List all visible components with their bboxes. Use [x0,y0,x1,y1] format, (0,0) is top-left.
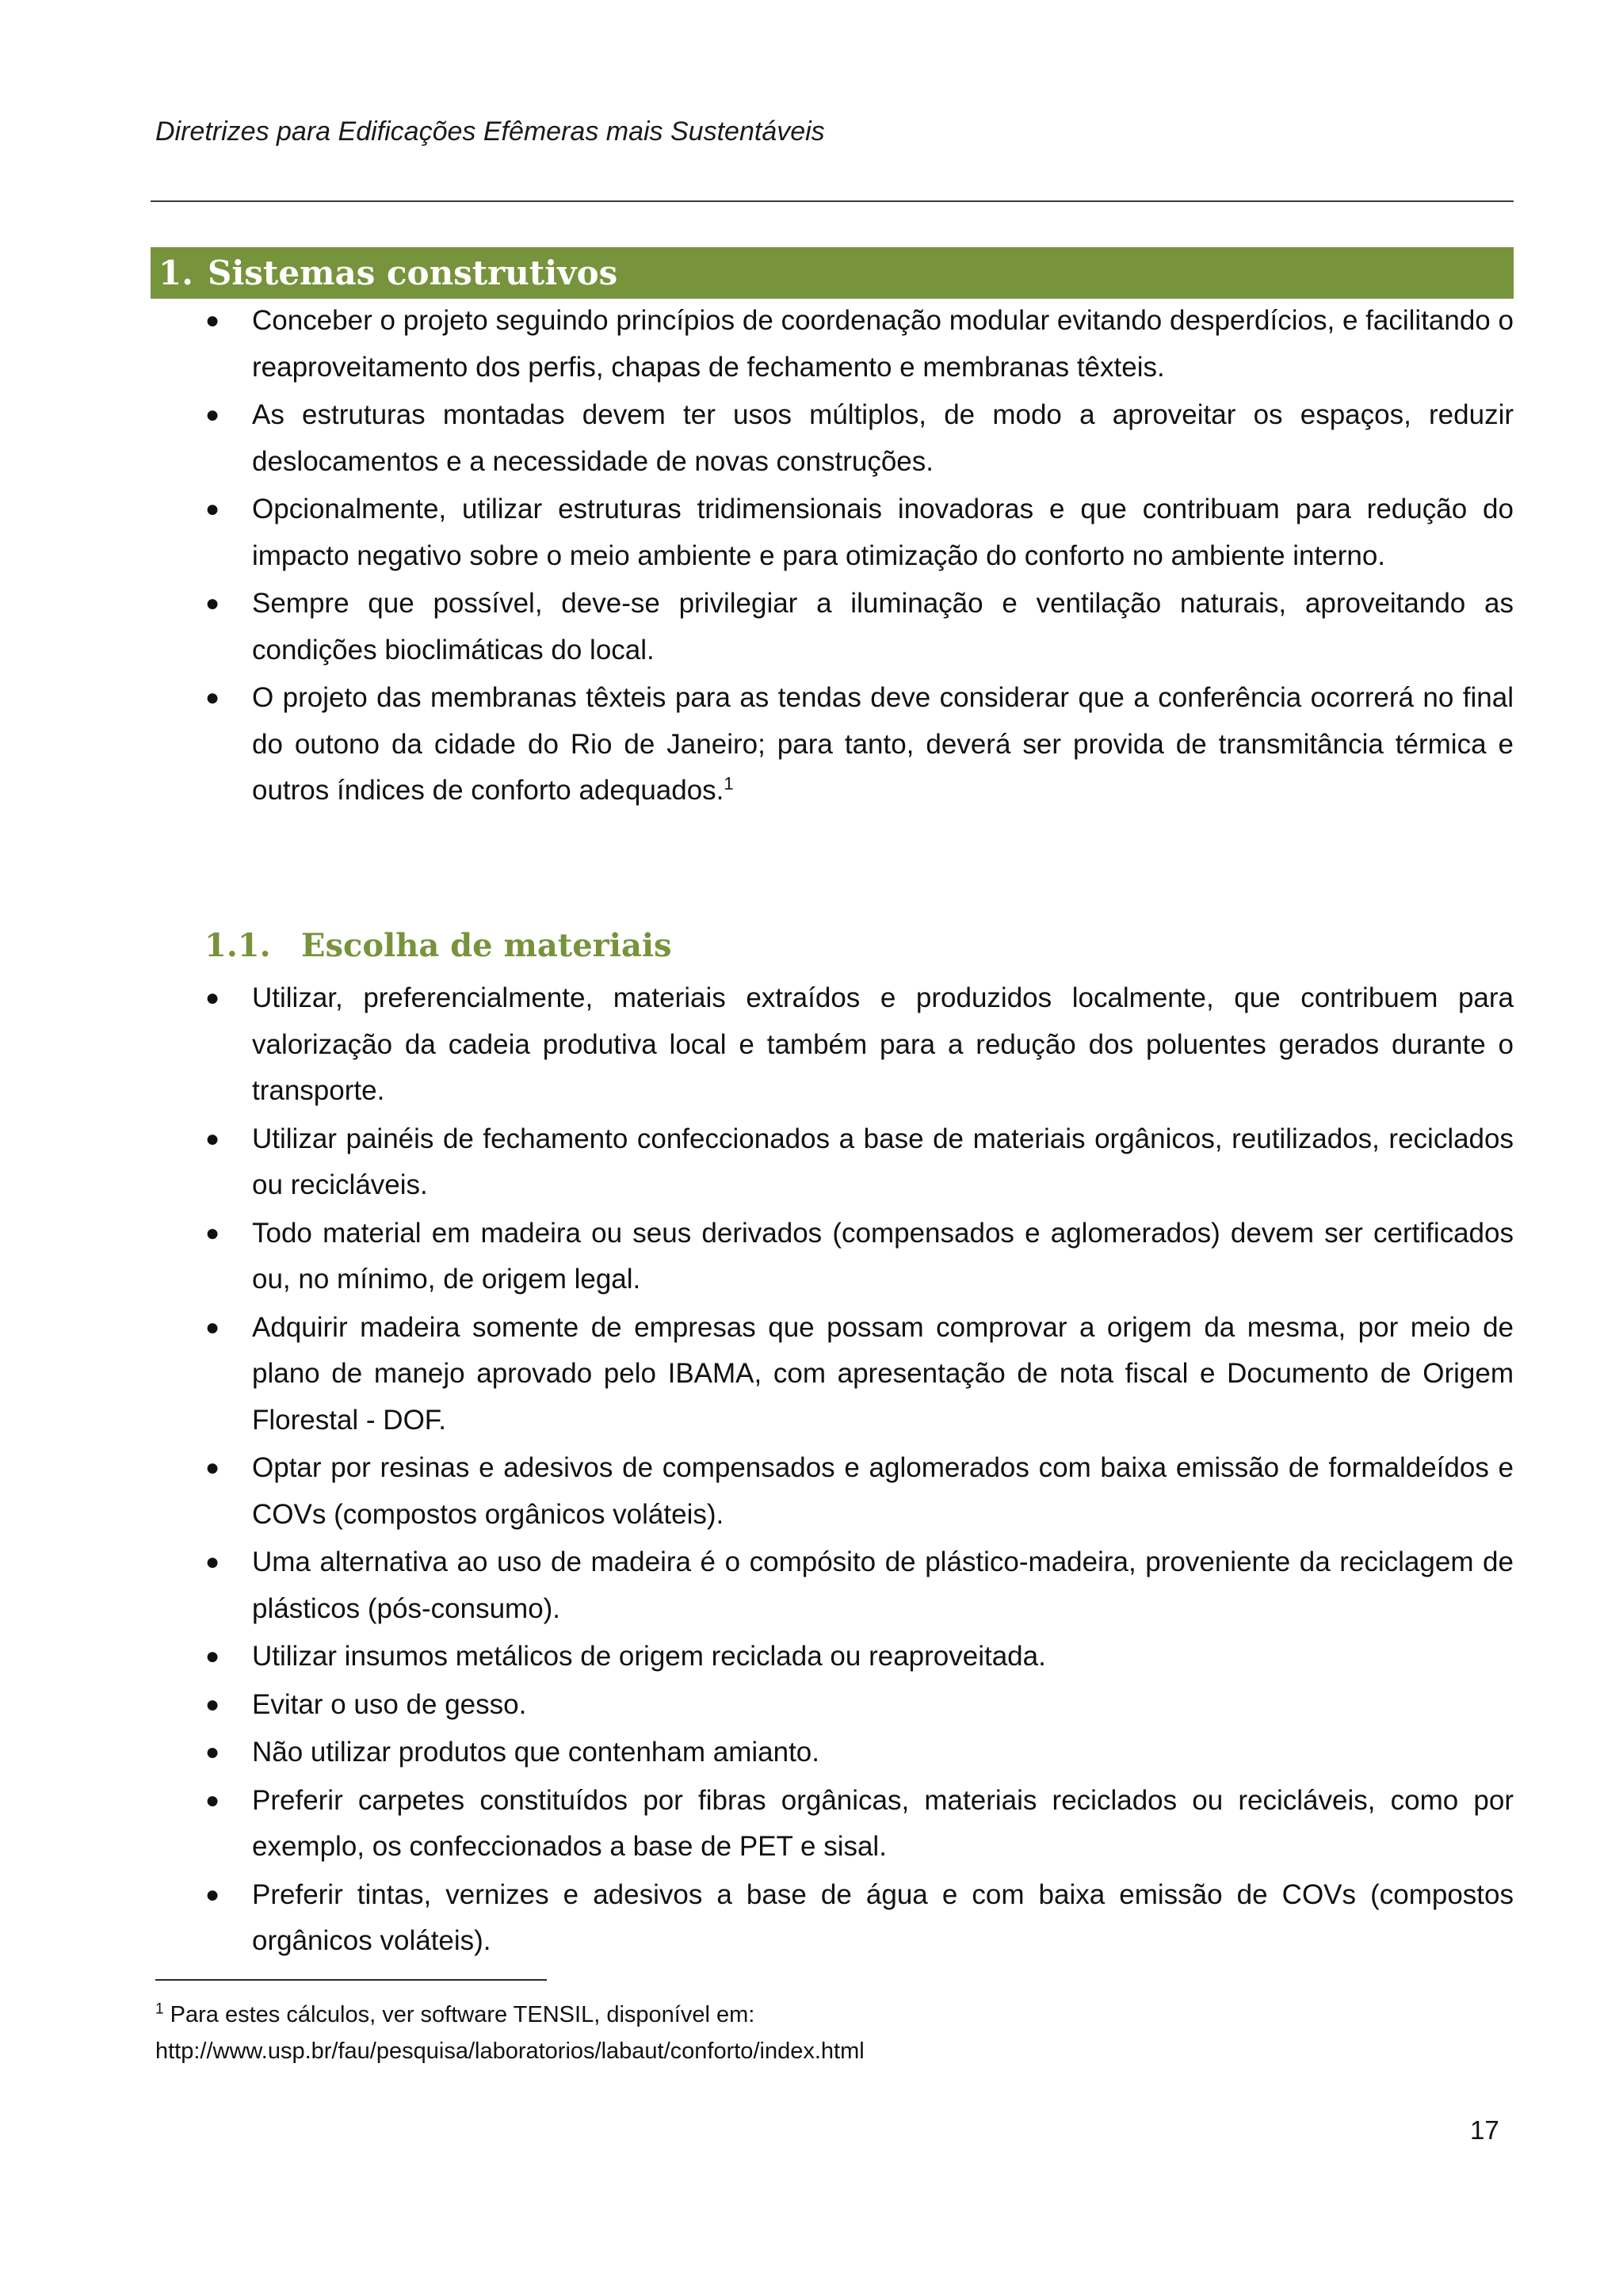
bullet-icon: ● [205,402,220,428]
list-item [151,1116,1514,1209]
list-item-text: Conceber o projeto seguindo princípios de coordenação modular evitando desperdícios, e facilitando o reaproveitamento dos perfis, chapas de fechamento e membranas têxteis. [252,305,1514,383]
section-bullet-list [151,298,1514,816]
running-header: Diretrizes para Edificações Efêmeras mais Sustentáveis [155,116,825,147]
footnote [155,1997,1503,2069]
list-item-text: Não utilizar produtos que contenham amianto. [252,1737,819,1768]
list-item [151,392,1514,485]
list-item [151,1539,1514,1632]
subsection-title: Escolha de materiais [301,927,672,964]
bullet-icon: ● [205,1643,220,1669]
list-item-text: Optar por resinas e adesivos de compensados e aglomerados com baixa emissão de formaldeídos e COVs (compostos orgânicos voláteis). [252,1452,1514,1530]
footnote-divider [155,1979,547,1981]
footnote-line [155,1997,1503,2033]
section-number: 1. [158,254,193,292]
list-item [151,298,1514,391]
bullet-icon: ● [205,1881,220,1908]
bullet-icon: ● [205,1739,220,1765]
bullet-icon: ● [205,590,220,616]
bullet-icon: ● [205,1787,220,1814]
bullet-icon: ● [205,1691,220,1718]
list-item [151,1211,1514,1303]
bullet-icon: ● [205,1455,220,1481]
footnote-text: Para estes cálculos, ver software TENSIL, disponível em: [170,2002,755,2027]
list-item-text: Evitar o uso de gesso. [252,1688,527,1720]
list-item-text: Adquirir madeira somente de empresas que possam comprovar a origem da mesma, por meio de plano de manejo aprovado pelo IBAMA, com apresentação de nota fiscal e Documento de Origem Florestal - DOF. [252,1311,1514,1436]
section-title: Sistemas construtivos [208,254,618,292]
bullet-icon: ● [205,985,220,1011]
list-item-text: Uma alternativa ao uso de madeira é o compósito de plástico-madeira, proveniente da reciclagem de plásticos (pós-consumo). [252,1547,1514,1624]
bullet-icon: ● [205,1219,220,1246]
list-item [151,1305,1514,1444]
list-item [151,581,1514,673]
list-item [151,1872,1514,1965]
list-item-text: Utilizar painéis de fechamento confeccionados a base de materiais orgânicos, reutilizados, reciclados ou recicláveis. [252,1123,1514,1200]
footnote-reference[interactable]: 1 [724,773,734,794]
list-item-text: Utilizar, preferencialmente, materiais extraídos e produzidos localmente, que contribuem para valorização da cadeia produtiva local e também para a redução dos poluentes gerados durante o transporte. [252,982,1514,1106]
list-item-text: Todo material em madeira ou seus derivados (compensados e aglomerados) devem ser certificados ou, no mínimo, de origem legal. [252,1217,1514,1295]
list-item [151,1634,1514,1680]
list-item [151,1682,1514,1729]
list-item-text: Preferir tintas, vernizes e adesivos a base de água e com baixa emissão de COVs (compostos orgânicos voláteis). [252,1878,1514,1956]
list-item-text: Sempre que possível, deve-se privilegiar a iluminação e ventilação naturais, aproveitando as condições bioclimáticas do local. [252,588,1514,666]
subsection-bullet-list [151,975,1514,1966]
list-item [151,486,1514,579]
list-item [151,675,1514,814]
bullet-icon: ● [205,1549,220,1575]
bullet-icon: ● [205,307,220,334]
subsection-heading [204,927,672,964]
section-heading [151,247,1514,299]
list-item [151,975,1514,1115]
page-number: 17 [1470,2115,1499,2145]
list-item [151,1445,1514,1538]
bullet-icon: ● [205,496,220,522]
bullet-icon: ● [205,1314,220,1341]
list-item-text: Opcionalmente, utilizar estruturas tridimensionais inovadoras e que contribuam para redução do impacto negativo sobre o meio ambiente e para otimização do conforto no ambiente interno. [252,494,1514,571]
list-item [151,1730,1514,1776]
footnote-marker: 1 [155,2000,164,2018]
subsection-number: 1.1. [204,927,271,964]
list-item [151,1778,1514,1871]
header-divider [151,200,1514,202]
footnote-url[interactable]: http://www.usp.br/fau/pesquisa/laboratorios/labaut/conforto/index.html [155,2039,865,2064]
bullet-icon: ● [205,685,220,711]
list-item-text: Preferir carpetes constituídos por fibras orgânicas, materiais reciclados ou recicláveis, como por exemplo, os confeccionados a base de PET e sisal. [252,1784,1514,1862]
bullet-icon: ● [205,1125,220,1152]
list-item-text: As estruturas montadas devem ter usos múltiplos, de modo a aproveitar os espaços, reduzir deslocamentos e a necessidade de novas construções. [252,399,1514,477]
list-item-text: Utilizar insumos metálicos de origem reciclada ou reaproveitada. [252,1641,1046,1672]
list-item-text: O projeto das membranas têxteis para as tendas deve considerar que a conferência ocorrerá no final do outono da cidade do Rio de Janeiro; para tanto, deverá ser provida de transmitância térmica e outros índices de conforto adequados. [252,682,1514,806]
